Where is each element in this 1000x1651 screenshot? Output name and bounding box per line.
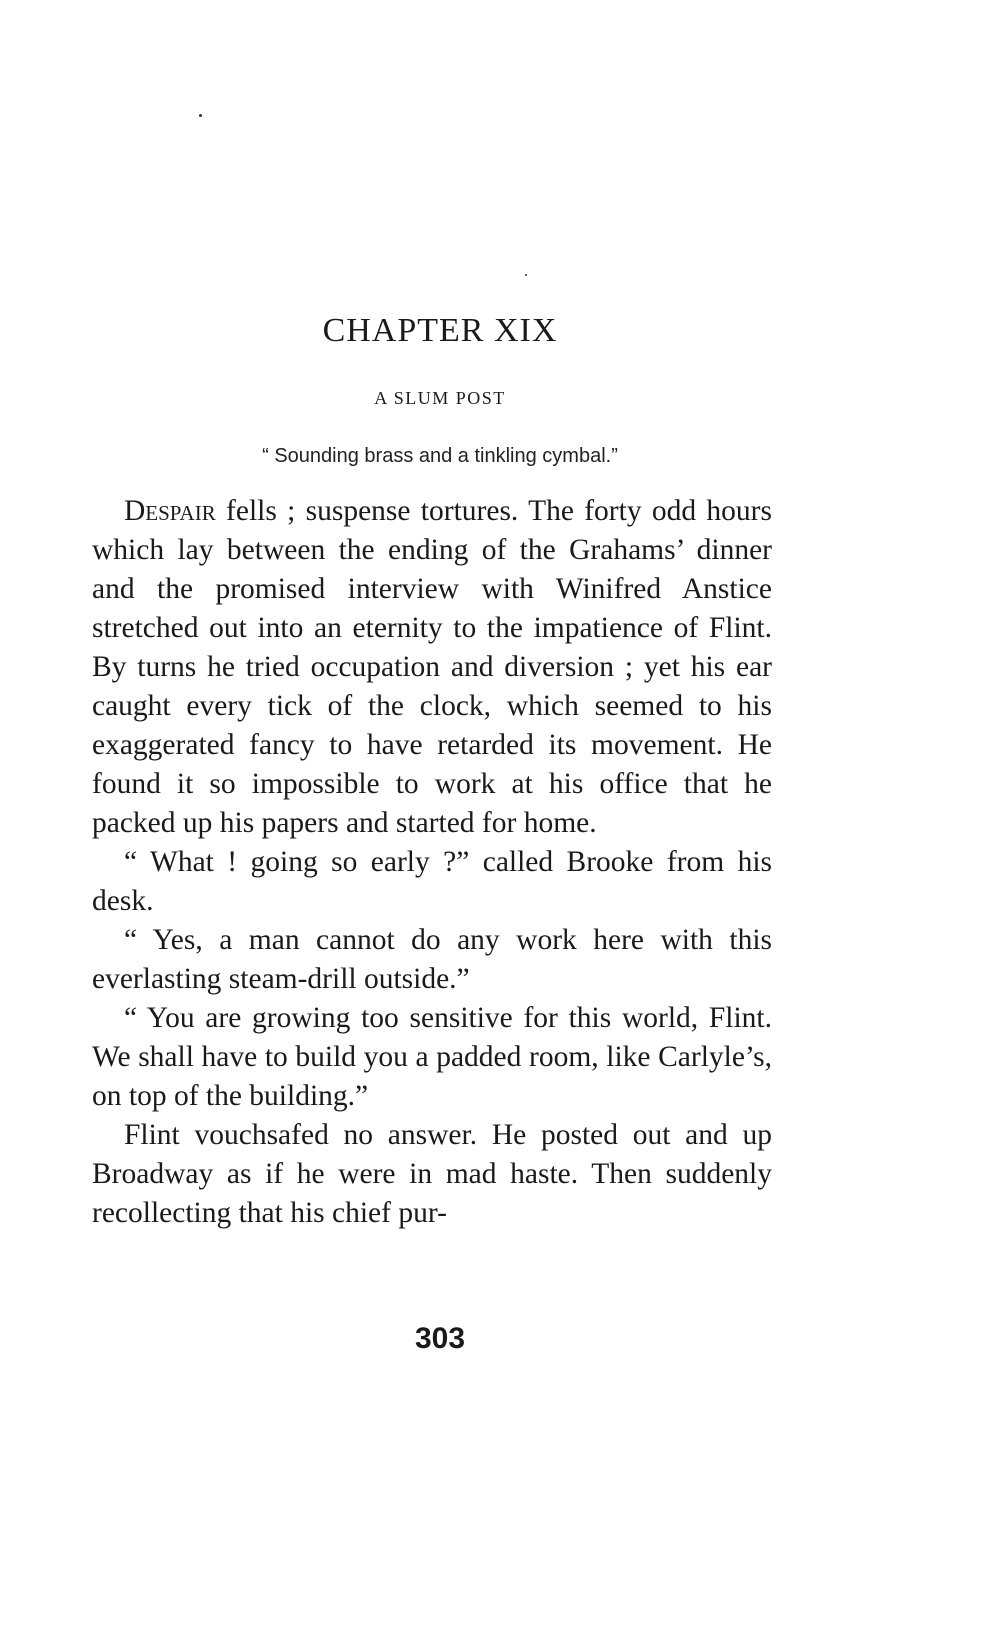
paragraph: Flint vouchsafed no answer. He posted out and up Broadway as if he were in mad haste. Then suddenly recollecting that his chief pur- bbox=[92, 1119, 772, 1229]
paragraph: “ What ! going so early ?” called Brooke from his desk. bbox=[92, 846, 772, 917]
paragraph-text: fells ; suspense tortures. The forty odd hours which lay between the ending of the Grahams’ dinner and the promised interview with Winifred Anstice stretched out into an eternity to the impatience of Flint. By turns he tried occupation and diversion ; yet his ear caught every tick of the clock, which seemed to his exaggerated fancy to have retarded its movement. He found it so impossible to work at his office that he packed up his papers and started for home. bbox=[92, 495, 772, 839]
paragraph: “ Yes, a man cannot do any work here with this everlasting steam-drill outside.” bbox=[92, 924, 772, 995]
page-number: 303 bbox=[414, 1322, 466, 1355]
paragraph: “ You are growing too sensitive for this world, Flint. We shall have to build you a padded room, like Carlyle’s, on top of the building.” bbox=[92, 1002, 772, 1112]
print-speck bbox=[199, 114, 202, 117]
paragraph-lead-word: Despair bbox=[124, 495, 216, 527]
print-speck bbox=[525, 274, 527, 276]
epigraph: “ Sounding brass and a tinkling cymbal.” bbox=[262, 445, 618, 467]
chapter-title: A SLUM POST bbox=[374, 388, 506, 408]
chapter-heading: CHAPTER XIX bbox=[322, 312, 558, 349]
body-text bbox=[92, 492, 772, 1233]
paragraph bbox=[92, 492, 772, 843]
